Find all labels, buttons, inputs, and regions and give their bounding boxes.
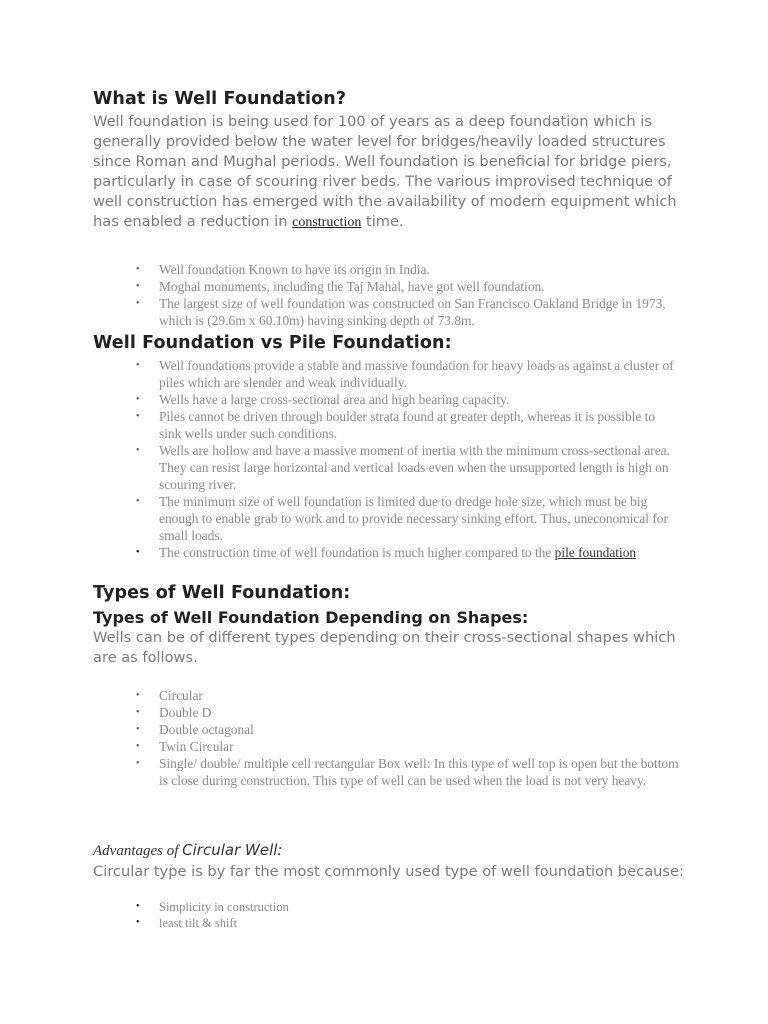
list-item: • least tilt & shift xyxy=(136,916,238,930)
pile-foundation-link[interactable]: pile foundation xyxy=(554,545,637,560)
bullet-icon: • xyxy=(136,445,140,456)
list-item: • Moghal monuments, including the Taj Mahal, have got well foundation. xyxy=(136,279,545,294)
heading-advantages-circular-well xyxy=(93,841,282,860)
bullet-icon: • xyxy=(136,411,140,422)
bullet-icon: • xyxy=(136,690,140,701)
list-item: • Simplicity in construction xyxy=(136,900,289,914)
bullet-icon: • xyxy=(136,496,140,507)
intro-text: Well foundation is being used for 100 of years as a deep foundation which is generally provided below the water level for bridges/heavily loaded structures since Roman and Mughal periods. Well foundation is beneficial for bridge piers, particularly in case of scouring river beds. The various improvised technique of well construction has emerged with the availability of modern equipment which has enabled a reduction in xyxy=(93,113,677,230)
heading-what-is-well-foundation: What is Well Foundation? xyxy=(93,89,347,109)
shapes-paragraph: Wells can be of different types depending on their cross-sectional shapes which are as follows. xyxy=(93,629,676,666)
origin-bullet-list xyxy=(136,261,679,329)
list-item: • The construction time of well foundation is much higher compared to the pile foundation xyxy=(136,545,637,560)
intro-paragraph xyxy=(93,112,693,233)
bullet-icon: • xyxy=(136,360,140,371)
subheading-types-by-shape: Types of Well Foundation Depending on Shapes: xyxy=(93,608,529,627)
comparison-bullet-list xyxy=(136,357,679,561)
bullet-icon: • xyxy=(136,901,140,912)
bullet-icon: • xyxy=(136,547,140,558)
circular-well-label: Circular Well: xyxy=(182,841,283,859)
intro-text-end: time. xyxy=(361,213,404,230)
bullet-icon: • xyxy=(136,298,140,309)
circular-bullet-list xyxy=(136,899,679,931)
list-item: • The largest size of well foundation was constructed on San Francisco Oakland Bridge in 1973, which is (29.6m x 60.10m) having sinking depth of 73.8m. xyxy=(136,296,666,328)
list-item: • Wells have a large cross-sectional area and high bearing capacity. xyxy=(136,392,510,407)
advantages-label: Advantages of xyxy=(93,843,183,859)
list-item: • Well foundation Known to have its origin in India. xyxy=(136,262,430,277)
bullet-icon: • xyxy=(136,741,140,752)
heading-well-vs-pile: Well Foundation vs Pile Foundation: xyxy=(93,333,452,353)
list-item: • Twin Circular xyxy=(136,739,234,754)
bullet-icon: • xyxy=(136,394,140,405)
list-item: • The minimum size of well foundation is limited due to dredge hole size, which must be big enough to enable grab to work and to provide necessary sinking effort. Thus, uneconomical for small loads. xyxy=(136,494,668,543)
list-item: • Double D xyxy=(136,705,212,720)
list-item: • Single/ double/ multiple cell rectangular Box well: In this type of well top is open but the bottom is close during construction. This type of well can be used when the load is not very heavy. xyxy=(136,756,679,788)
list-item: • Double octagonal xyxy=(136,722,254,737)
bullet-icon: • xyxy=(136,724,140,735)
circular-paragraph: Circular type is by far the most commonly used type of well foundation because: xyxy=(93,863,684,880)
heading-types-of-well-foundation: Types of Well Foundation: xyxy=(93,583,351,603)
construction-link[interactable]: construction xyxy=(292,215,362,230)
bullet-icon: • xyxy=(136,281,140,292)
bullet-icon: • xyxy=(136,917,140,928)
bullet-icon: • xyxy=(136,264,140,275)
bullet-icon: • xyxy=(136,758,140,769)
shapes-bullet-list xyxy=(136,687,679,789)
list-item: • Piles cannot be driven through boulder strata found at greater depth, whereas it is possible to sink wells under such conditions. xyxy=(136,409,656,441)
list-item: • Well foundations provide a stable and massive foundation for heavy loads as against a cluster of piles which are slender and weak individually. xyxy=(136,358,674,390)
list-item: • Circular xyxy=(136,688,203,703)
list-item: • Wells are hollow and have a massive moment of inertia with the minimum cross-sectional area. They can resist large horizontal and vertical loads even when the unsupported length is high on scouring river. xyxy=(136,443,670,492)
bullet-icon: • xyxy=(136,707,140,718)
